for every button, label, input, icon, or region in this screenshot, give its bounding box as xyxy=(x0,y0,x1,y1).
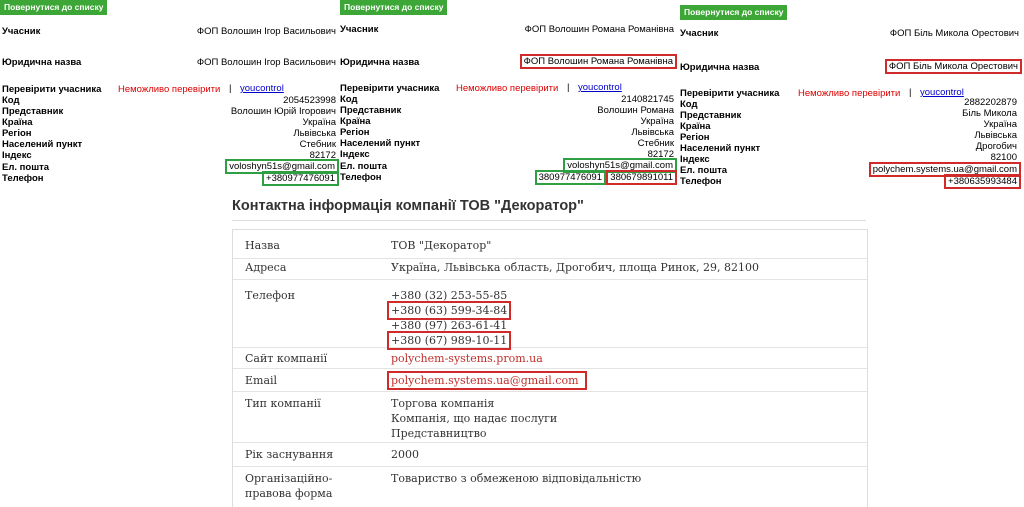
phone-value: +380635993484 xyxy=(948,176,1017,187)
back-to-list-button[interactable]: Повернутися до списку xyxy=(0,0,107,15)
participant-value: ФОП Волошин Романа Романівна xyxy=(524,24,674,35)
index-label: Індекс xyxy=(340,149,370,160)
representative-label: Представник xyxy=(2,106,64,117)
region-label: Регіон xyxy=(680,132,710,143)
table-row xyxy=(233,348,867,369)
region-value: Львівська xyxy=(974,130,1017,141)
back-to-list-button[interactable]: Повернутися до списку xyxy=(340,0,447,15)
table-row xyxy=(233,259,867,280)
participant-panel-1 xyxy=(0,0,340,190)
phone-label: Телефон xyxy=(340,172,382,183)
phone-value-2: 380679891011 xyxy=(610,172,673,183)
cannot-check-link[interactable]: Неможливо перевірити xyxy=(456,83,559,94)
legal-name-value: ФОП Біль Микола Орестович xyxy=(888,61,1018,72)
code-label: Код xyxy=(2,95,20,106)
table-row xyxy=(233,230,867,259)
legal-form-label: Організаційно-правова форма xyxy=(245,472,333,500)
country-value: Україна xyxy=(640,116,674,127)
phone-item xyxy=(391,303,509,318)
name-label: Назва xyxy=(245,239,280,252)
check-participant-label: Перевірити учасника xyxy=(340,83,440,94)
email-link[interactable] xyxy=(391,373,585,388)
email-value: voloshyn51s@gmail.com xyxy=(229,161,335,172)
legal-name-value: ФОП Волошин Ігор Васильович xyxy=(196,57,336,68)
company-contact-table xyxy=(232,229,868,507)
email-value: voloshyn51s@gmail.com xyxy=(567,160,673,171)
table-row xyxy=(233,467,867,507)
code-value: 2054523998 xyxy=(283,95,336,106)
separator: | xyxy=(229,83,232,94)
city-label: Населений пункт xyxy=(340,138,421,149)
city-label: Населений пункт xyxy=(2,139,83,150)
back-to-list-button[interactable]: Повернутися до списку xyxy=(680,5,787,20)
table-row xyxy=(233,369,867,392)
city-value: Стебник xyxy=(299,139,336,150)
youcontrol-link[interactable]: youcontrol xyxy=(578,82,622,93)
representative-value: Волошин Романа xyxy=(597,105,674,116)
participant-panel-2 xyxy=(340,0,678,190)
name-value: ТОВ "Декоратор" xyxy=(391,239,492,252)
email-value: polychem.systems.ua@gmail.com xyxy=(872,164,1017,175)
company-contact-title: Контактна інформація компанії ТОВ "Декоратор" xyxy=(232,198,584,214)
city-label: Населений пункт xyxy=(680,143,761,154)
phone-value-1: 380977476091 xyxy=(538,172,602,183)
address-label: Адреса xyxy=(245,261,287,274)
founded-year-value: 2000 xyxy=(391,448,419,461)
email-label: Email xyxy=(245,374,278,387)
legal-name-label: Юридична назва xyxy=(680,62,760,73)
country-label: Країна xyxy=(340,116,371,127)
legal-name-label: Юридична назва xyxy=(2,57,82,68)
company-type-item: Представництво xyxy=(391,427,487,440)
city-value: Дрогобич xyxy=(975,141,1017,152)
region-label: Регіон xyxy=(340,127,370,138)
legal-name-value: ФОП Волошин Романа Романівна xyxy=(523,56,673,67)
phone-item: +380 (32) 253-55-85 xyxy=(391,289,508,302)
company-type-item: Торгова компанія xyxy=(391,397,495,410)
participant-label: Учасник xyxy=(2,26,41,37)
region-value: Львівська xyxy=(631,127,674,138)
representative-value: Волошин Юрій Ігорович xyxy=(230,106,336,117)
cannot-check-link[interactable]: Неможливо перевірити xyxy=(118,84,221,95)
founded-year-label: Рік заснування xyxy=(245,448,334,461)
title-divider xyxy=(232,220,866,221)
legal-form-value: Товариство з обмеженою відповідальністю xyxy=(391,472,642,485)
table-row xyxy=(233,280,867,348)
address-value: Україна, Львівська область, Дрогобич, площа Ринок, 29, 82100 xyxy=(391,261,759,274)
youcontrol-link[interactable]: youcontrol xyxy=(240,83,284,94)
country-label: Країна xyxy=(680,121,711,132)
email-label: Ел. пошта xyxy=(340,161,388,172)
representative-value: Біль Микола xyxy=(962,108,1017,119)
youcontrol-link[interactable]: youcontrol xyxy=(920,87,964,98)
check-participant-label: Перевірити учасника xyxy=(680,88,780,99)
region-label: Регіон xyxy=(2,128,32,139)
phone-label: Телефон xyxy=(680,176,722,187)
company-type-label: Тип компанії xyxy=(245,397,321,410)
index-value: 82100 xyxy=(990,152,1017,163)
separator: | xyxy=(909,87,912,98)
table-row xyxy=(233,392,867,443)
index-value: 82172 xyxy=(647,149,674,160)
participant-label: Учасник xyxy=(680,28,719,39)
site-link[interactable]: polychem-systems.prom.ua xyxy=(391,352,543,365)
code-value: 2882202879 xyxy=(964,97,1017,108)
company-type-list xyxy=(391,396,557,441)
code-value: 2140821745 xyxy=(621,94,674,105)
participant-panel-3 xyxy=(680,0,1024,192)
index-label: Індекс xyxy=(680,154,710,165)
phone-item: +380 (97) 263-61-41 xyxy=(391,319,508,332)
phone-list xyxy=(391,288,509,348)
region-value: Львівська xyxy=(293,128,336,139)
participant-label: Учасник xyxy=(340,24,379,35)
phone-item-highlighted: +380 (63) 599-34-84 xyxy=(391,304,508,317)
index-label: Індекс xyxy=(2,150,32,161)
code-label: Код xyxy=(340,94,358,105)
representative-label: Представник xyxy=(680,110,742,121)
separator: | xyxy=(567,82,570,93)
country-label: Країна xyxy=(2,117,33,128)
city-value: Стебник xyxy=(637,138,674,149)
check-participant-label: Перевірити учасника xyxy=(2,84,102,95)
phone-label: Телефон xyxy=(2,173,44,184)
phone-label: Телефон xyxy=(245,289,295,302)
table-row xyxy=(233,443,867,467)
cannot-check-link[interactable]: Неможливо перевірити xyxy=(798,88,901,99)
email-label: Ел. пошта xyxy=(2,162,50,173)
phone-value: +380977476091 xyxy=(266,173,335,184)
phone-item xyxy=(391,333,509,348)
index-value: 82172 xyxy=(309,150,336,161)
country-value: Україна xyxy=(302,117,336,128)
email-highlighted[interactable]: polychem.systems.ua@gmail.com xyxy=(389,373,585,388)
site-label: Сайт компанії xyxy=(245,352,328,365)
participant-value: ФОП Волошин Ігор Васильович xyxy=(196,26,336,37)
phone-item-highlighted: +380 (67) 989-10-11 xyxy=(391,334,508,347)
legal-name-label: Юридична назва xyxy=(340,57,420,68)
company-type-item: Компанія, що надає послуги xyxy=(391,412,558,425)
representative-label: Представник xyxy=(340,105,402,116)
country-value: Україна xyxy=(983,119,1017,130)
email-label: Ел. пошта xyxy=(680,165,728,176)
participant-value: ФОП Біль Микола Орестович xyxy=(889,28,1019,39)
code-label: Код xyxy=(680,99,698,110)
